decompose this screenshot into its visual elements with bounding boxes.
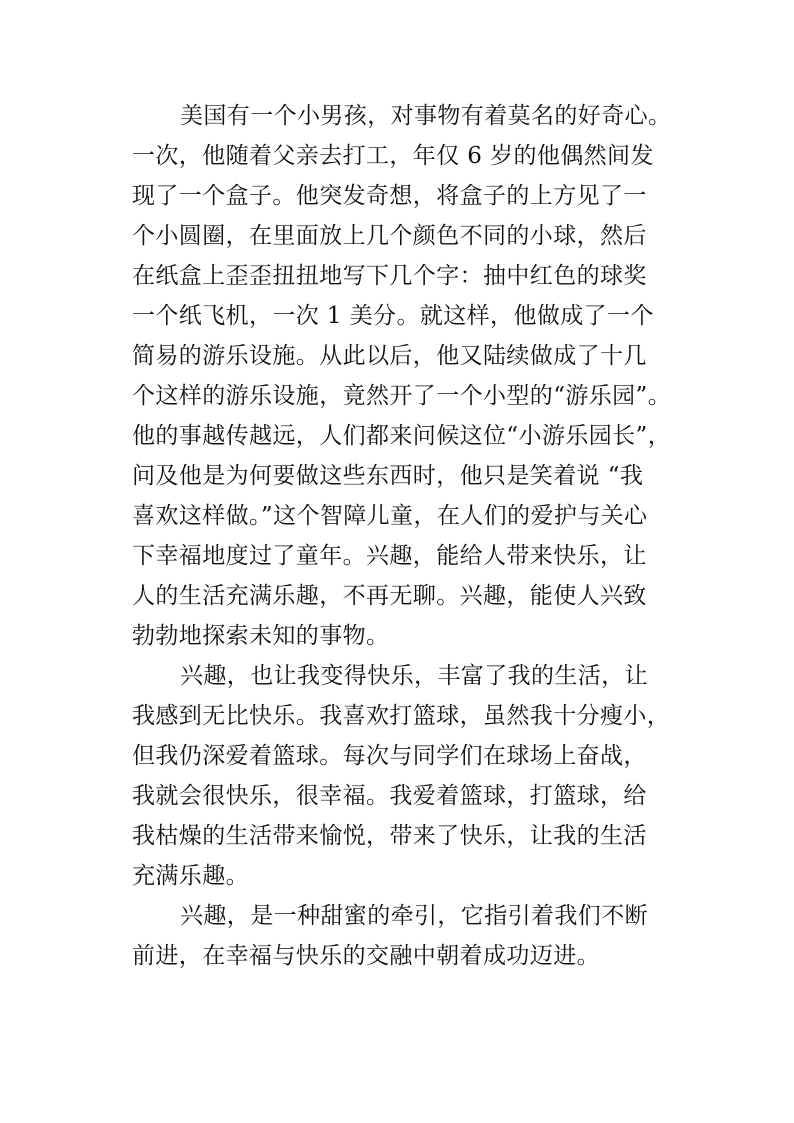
text-line: 但我仍深爱着篮球。每次与同学们在球场上奋战，	[132, 743, 647, 769]
text-line: 现了一个盒子。他突发奇想，将盒子的上方见了一	[132, 183, 647, 209]
text-line: 喜欢这样做。”这个智障儿童，在人们的爱护与关心	[132, 503, 648, 529]
text-line: 我枯燥的生活带来愉悦，带来了快乐，让我的生活	[132, 823, 647, 849]
text-line: 他的事越传越远，人们都来问候这位“小游乐园长”，	[132, 423, 672, 449]
text-line: 勃勃地探索未知的事物。	[132, 623, 390, 649]
text-line: 我感到无比快乐。我喜欢打篮球，虽然我十分瘦小，	[132, 703, 671, 729]
text-line: 我就会很快乐，很幸福。我爱着篮球，打篮球，给	[132, 783, 647, 809]
text-line: 兴趣，也让我变得快乐，丰富了我的生活，让	[180, 663, 648, 689]
text-line: 问及他是为何要做这些东西时，他只是笑着说 “我	[132, 463, 644, 489]
paragraph-3	[132, 896, 692, 976]
document-body	[132, 96, 692, 976]
text-line: 充满乐趣。	[132, 863, 249, 889]
text-line: 在纸盒上歪歪扭扭地写下几个字：抽中红色的球奖	[132, 263, 647, 289]
text-line: 一个纸飞机，一次 1 美分。就这样，他做成了一个	[132, 303, 654, 329]
text-line: 简易的游乐设施。从此以后，他又陆续做成了十几	[132, 343, 647, 369]
text-line: 一次，他随着父亲去打工，年仅 6 岁的他偶然间发	[132, 143, 654, 169]
text-line: 个这样的游乐设施，竟然开了一个小型的“游乐园”。	[132, 383, 672, 409]
text-line: 前进，在幸福与快乐的交融中朝着成功迈进。	[132, 943, 600, 969]
text-line: 美国有一个小男孩，对事物有着莫名的好奇心。	[180, 103, 672, 129]
text-line: 兴趣，是一种甜蜜的牵引，它指引着我们不断	[180, 903, 648, 929]
paragraph-2	[132, 656, 692, 896]
text-line: 个小圆圈，在里面放上几个颜色不同的小球，然后	[132, 223, 647, 249]
text-line: 人的生活充满乐趣，不再无聊。兴趣，能使人兴致	[132, 583, 647, 609]
paragraph-1	[132, 96, 692, 656]
text-line: 下幸福地度过了童年。兴趣，能给人带来快乐，让	[132, 543, 647, 569]
